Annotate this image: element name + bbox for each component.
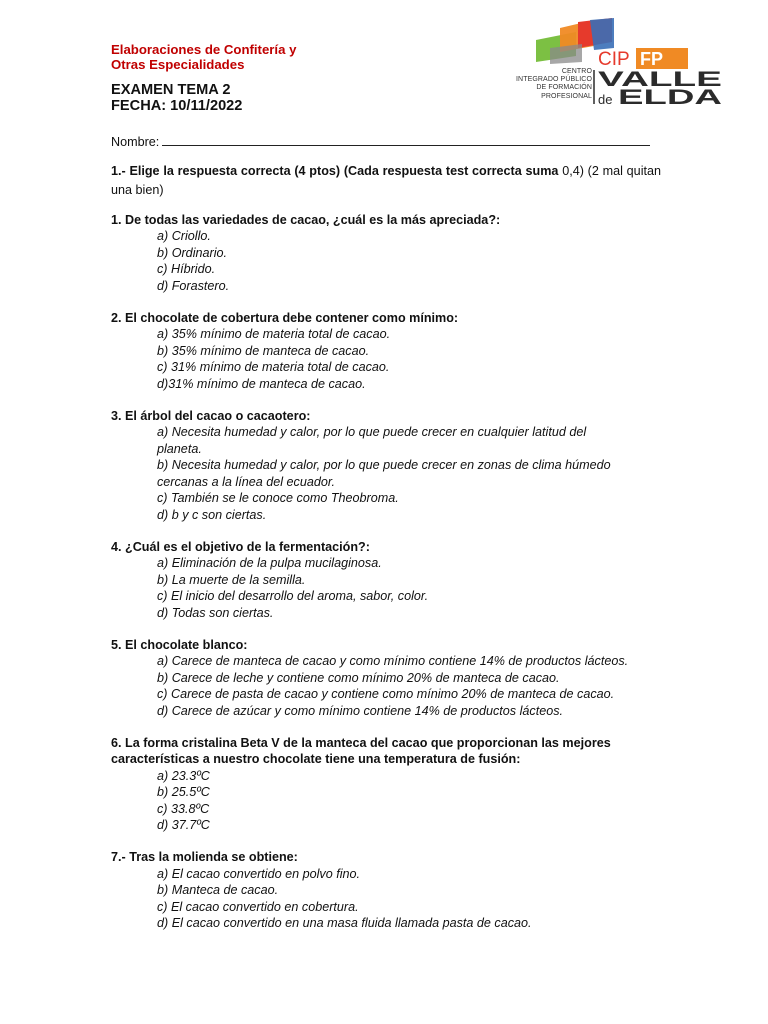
answer-options bbox=[111, 326, 671, 392]
answer-option[interactable]: b) Manteca de cacao. bbox=[157, 883, 279, 898]
answer-option[interactable]: d) Carece de azúcar y como mínimo contiene 14% de productos lácteos. bbox=[157, 703, 564, 718]
exam-date: FECHA: 10/11/2022 bbox=[111, 98, 243, 114]
logo-de-text: de bbox=[598, 92, 613, 107]
answer-option[interactable]: c) 31% mínimo de materia total de cacao. bbox=[157, 360, 390, 375]
question-text: 1. De todas las variedades de cacao, ¿cuál es la más apreciada?: bbox=[111, 213, 501, 227]
question-text: 4. ¿Cuál es el objetivo de la fermentación?: bbox=[111, 539, 370, 554]
instructions-normal: 0,4) (2 mal quitan una bien) bbox=[111, 164, 661, 197]
question-text: 6. La forma cristalina Beta V de la manteca del cacao que proporcionan las mejores características a nuestro chocolate tiene una temperatura de fusión: bbox=[111, 735, 611, 767]
answer-options bbox=[111, 768, 671, 834]
answer-option[interactable]: b) Ordinario. bbox=[157, 245, 227, 260]
answer-option[interactable]: c) El cacao convertido en cobertura. bbox=[157, 899, 359, 914]
answer-option[interactable]: b) 25.5ºC bbox=[157, 785, 210, 800]
answer-option[interactable]: b) 35% mínimo de manteca de cacao. bbox=[157, 343, 370, 358]
question-6 bbox=[111, 735, 671, 833]
answer-option[interactable]: a) Criollo. bbox=[157, 229, 211, 244]
question-2 bbox=[111, 310, 671, 392]
subject-title bbox=[111, 42, 371, 72]
answer-option[interactable]: a) El cacao convertido en polvo fino. bbox=[157, 866, 361, 881]
question-5 bbox=[111, 637, 671, 719]
question-1 bbox=[111, 212, 671, 294]
question-text: 7.- Tras la molienda se obtiene: bbox=[111, 850, 298, 865]
exam-heading bbox=[111, 82, 411, 114]
question-text: 5. El chocolate blanco: bbox=[111, 637, 248, 652]
name-label: Nombre: bbox=[111, 135, 160, 149]
exam-title: EXAMEN TEMA 2 bbox=[111, 82, 231, 98]
logo-valle-text: VALLE bbox=[598, 68, 722, 91]
question-text: 3. El árbol del cacao o cacaotero: bbox=[111, 409, 311, 424]
logo-center-line-2: INTEGRADO PÚBLICO bbox=[516, 76, 592, 84]
logo-fp-text: FP bbox=[640, 49, 664, 69]
answer-option[interactable]: c) Carece de pasta de cacao y contiene como mínimo 20% de manteca de cacao. bbox=[157, 687, 615, 702]
answer-option[interactable]: a) 23.3ºC bbox=[157, 768, 210, 783]
section-instructions bbox=[111, 162, 661, 200]
answer-options bbox=[111, 555, 671, 621]
answer-options bbox=[111, 424, 671, 522]
logo-cip-text: CIP bbox=[598, 49, 630, 70]
answer-option[interactable]: b) Carece de leche y contiene como mínimo 20% de manteca de cacao. bbox=[157, 670, 560, 685]
answer-option[interactable]: c) El inicio del desarrollo del aroma, sabor, color. bbox=[157, 589, 429, 604]
question-text: 2. El chocolate de cobertura debe contener como mínimo: bbox=[111, 311, 459, 326]
answer-option[interactable]: c) 33.8ºC bbox=[157, 801, 210, 816]
logo-blue-shape bbox=[590, 18, 614, 50]
answer-option[interactable]: b) Necesita humedad y calor, por lo que puede crecer en zonas de clima húmedo cercanas a la línea del ecuador. bbox=[157, 458, 611, 489]
answer-option[interactable]: d)31% mínimo de manteca de cacao. bbox=[157, 376, 366, 391]
answer-option[interactable]: a) Necesita humedad y calor, por lo que puede crecer en cualquier latitud del planeta. bbox=[157, 425, 587, 456]
answer-options bbox=[111, 653, 671, 719]
answer-option[interactable]: c) Híbrido. bbox=[157, 262, 216, 277]
subject-line-2: Otras Especialidades bbox=[111, 57, 245, 72]
subject-line-1: Elaboraciones de Confitería y bbox=[111, 42, 297, 57]
answer-option[interactable]: b) La muerte de la semilla. bbox=[157, 572, 306, 587]
logo-center-line-3: DE FORMACIÓN bbox=[536, 84, 592, 92]
question-3 bbox=[111, 408, 671, 523]
question-4 bbox=[111, 539, 671, 621]
logo-elda-text: ELDA bbox=[618, 86, 722, 108]
logo-center-caption bbox=[510, 68, 592, 101]
answer-option[interactable]: d) b y c son ciertas. bbox=[157, 507, 267, 522]
question-7 bbox=[111, 849, 671, 931]
answer-options bbox=[111, 866, 671, 932]
instructions-bold: 1.- Elige la respuesta correcta (4 ptos) (Cada respuesta test correcta suma bbox=[111, 164, 563, 178]
answer-option[interactable]: d) Forastero. bbox=[157, 278, 230, 293]
question-list bbox=[111, 212, 671, 947]
answer-option[interactable]: a) 35% mínimo de materia total de cacao. bbox=[157, 327, 391, 342]
answer-option[interactable]: a) Eliminación de la pulpa mucilaginosa. bbox=[157, 556, 382, 571]
name-blank-line[interactable] bbox=[162, 133, 650, 146]
answer-options bbox=[111, 228, 671, 294]
logo-center-line-1: CENTRO bbox=[561, 68, 592, 75]
answer-option[interactable]: c) También se le conoce como Theobroma. bbox=[157, 491, 399, 506]
logo-center-line-4: PROFESIONAL bbox=[541, 92, 592, 100]
answer-option[interactable]: d) El cacao convertido en una masa fluida llamada pasta de cacao. bbox=[157, 916, 532, 931]
name-field bbox=[111, 133, 650, 149]
answer-option[interactable]: d) 37.7ºC bbox=[157, 818, 210, 832]
answer-option[interactable]: a) Carece de manteca de cacao y como mínimo contiene 14% de productos lácteos. bbox=[157, 654, 629, 669]
answer-option[interactable]: d) Todas son ciertas. bbox=[157, 605, 274, 620]
